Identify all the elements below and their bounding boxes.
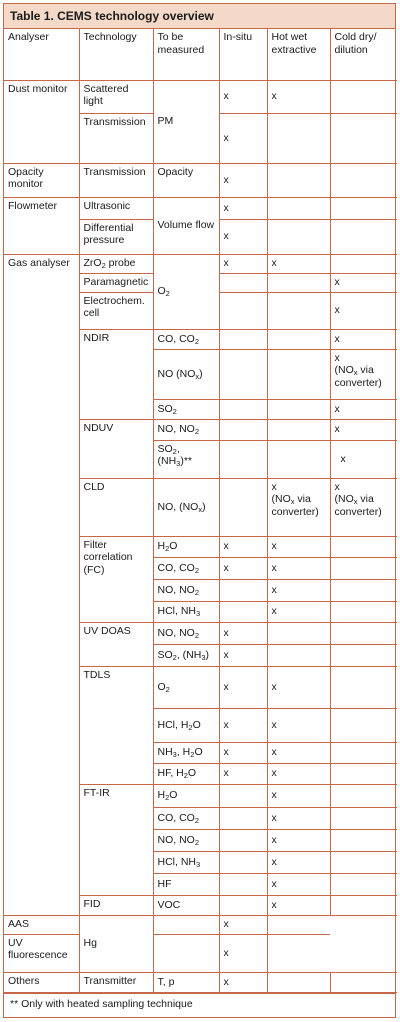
meas-opacity: Opacity bbox=[153, 163, 219, 197]
tech-cld: CLD bbox=[79, 478, 153, 536]
mark-x: x bbox=[267, 895, 330, 915]
mark-x: x bbox=[267, 742, 330, 763]
tech-ft-ir: FT-IR bbox=[79, 784, 153, 895]
tech-ndir: NDIR bbox=[79, 329, 153, 419]
table-row bbox=[4, 80, 397, 113]
mark-x: x bbox=[330, 419, 397, 440]
tech-uv-doas: UV DOAS bbox=[79, 622, 153, 666]
meas-o2: $O_2$ bbox=[153, 254, 219, 329]
header-insitu: In-situ bbox=[219, 29, 267, 80]
header-technology: Technology bbox=[79, 29, 153, 80]
header-row bbox=[4, 29, 397, 80]
meas-no-nox-cld: NO, $(NO_x)$ bbox=[153, 478, 219, 536]
mark-x: x bbox=[219, 163, 267, 197]
mark-x: x bbox=[267, 601, 330, 622]
meas-hf: HF bbox=[153, 873, 219, 895]
mark-x: x bbox=[267, 708, 330, 742]
group-flowmeter: Flowmeter bbox=[4, 197, 79, 254]
mark-x: x bbox=[219, 708, 267, 742]
mark-x: x bbox=[267, 579, 330, 601]
meas-voc: VOC bbox=[153, 895, 219, 915]
tech-tdls: TDLS bbox=[79, 666, 153, 784]
mark-x: x bbox=[219, 622, 267, 644]
meas-hf-h2o: HF, $H_2O$ bbox=[153, 763, 219, 784]
meas-t-p: T, p bbox=[153, 972, 219, 992]
table-row bbox=[4, 972, 397, 992]
header-analyser: Analyser bbox=[4, 29, 79, 80]
table-row bbox=[4, 915, 397, 934]
cold-dry-note: x ($NO_x$ via converter) bbox=[330, 349, 397, 399]
group-opacity: Opacity monitor bbox=[4, 163, 79, 197]
cems-table bbox=[4, 29, 397, 993]
mark-x: x bbox=[330, 440, 397, 478]
mark-x: x bbox=[330, 292, 397, 329]
mark-x: x bbox=[330, 329, 397, 349]
mark-x: x bbox=[219, 972, 267, 992]
tech-scattered: Scattered light bbox=[79, 80, 153, 113]
mark-x: x bbox=[219, 113, 267, 163]
meas-o2: $O_2$ bbox=[153, 666, 219, 708]
header-cold-dry: Cold dry/ dilution bbox=[330, 29, 397, 80]
mark-x: x bbox=[219, 742, 267, 763]
mark-x: x bbox=[267, 829, 330, 851]
group-dust: Dust monitor bbox=[4, 80, 79, 163]
meas-hcl-h2o: HCl, $H_2O$ bbox=[153, 708, 219, 742]
mark-x: x bbox=[219, 254, 267, 273]
meas-co-co2: CO, $CO_2$ bbox=[153, 557, 219, 579]
meas-hcl-nh3: HCl, $NH_3$ bbox=[153, 601, 219, 622]
tech-ultrasonic: Ultrasonic bbox=[79, 197, 153, 219]
meas-co-co2: CO, $CO_2$ bbox=[153, 329, 219, 349]
meas-hcl-nh3: HCl, $NH_3$ bbox=[153, 851, 219, 873]
tech-fid: FID bbox=[79, 895, 153, 915]
group-gas: Gas analyser bbox=[4, 254, 79, 915]
mark-x: x bbox=[219, 80, 267, 113]
meas-hg: Hg bbox=[79, 915, 153, 972]
mark-x: x bbox=[267, 536, 330, 557]
table-title: Table 1. CEMS technology overview bbox=[4, 4, 395, 29]
meas-h2o: $H_2O$ bbox=[153, 536, 219, 557]
group-others: Others bbox=[4, 972, 79, 992]
mark-x: x bbox=[267, 807, 330, 829]
meas-no-no2: NO, $NO_2$ bbox=[153, 829, 219, 851]
cems-table-container bbox=[3, 3, 396, 1018]
meas-no-nox: NO $(NO_x)$ bbox=[153, 349, 219, 399]
header-measured: To be measured bbox=[153, 29, 219, 80]
hot-wet-note: x ($NO_x$ via converter) bbox=[267, 478, 330, 536]
mark-x: x bbox=[219, 915, 267, 934]
mark-x: x bbox=[219, 934, 267, 972]
meas-no-no2: NO, $NO_2$ bbox=[153, 622, 219, 644]
meas-so2: $SO_2$ bbox=[153, 399, 219, 419]
tech-transmission-opacity: Transmission bbox=[79, 163, 153, 197]
tech-diff-pressure: Differential pressure bbox=[79, 219, 153, 254]
mark-x: x bbox=[219, 197, 267, 219]
table-row bbox=[4, 197, 397, 219]
meas-volume-flow: Volume flow bbox=[153, 197, 219, 254]
meas-pm: PM bbox=[153, 80, 219, 163]
meas-co-co2: CO, $CO_2$ bbox=[153, 807, 219, 829]
mark-x: x bbox=[219, 219, 267, 254]
table-row bbox=[4, 934, 397, 972]
mark-x: x bbox=[219, 644, 267, 666]
tech-filter-correlation: Filter correlation (FC) bbox=[79, 536, 153, 622]
meas-so2-nh3: $SO_2$, $(NH_3)**$ bbox=[153, 440, 219, 478]
mark-x: x bbox=[219, 763, 267, 784]
mark-x: x bbox=[267, 80, 330, 113]
tech-electrochem: Electrochem. cell bbox=[79, 292, 153, 329]
meas-no-no2: NO, $NO_2$ bbox=[153, 419, 219, 440]
mark-x: x bbox=[267, 851, 330, 873]
mark-x: x bbox=[267, 254, 330, 273]
table-row bbox=[4, 254, 397, 273]
cold-dry-note: x ($NO_x$ via converter) bbox=[330, 478, 397, 536]
mark-x: x bbox=[267, 557, 330, 579]
meas-no-no2: NO, $NO_2$ bbox=[153, 579, 219, 601]
mark-x: x bbox=[219, 557, 267, 579]
table-row bbox=[4, 163, 397, 197]
meas-so2-nh3: $SO_2$, $(NH_3)$ bbox=[153, 644, 219, 666]
tech-transmitter: Transmitter bbox=[79, 972, 153, 992]
mark-x: x bbox=[219, 666, 267, 708]
mark-x: x bbox=[267, 784, 330, 807]
meas-nh3-h2o: $NH_3$, $H_2O$ bbox=[153, 742, 219, 763]
mark-x: x bbox=[267, 666, 330, 708]
header-hot-wet: Hot wet extractive bbox=[267, 29, 330, 80]
mark-x: x bbox=[330, 399, 397, 419]
tech-transmission: Transmission bbox=[79, 113, 153, 163]
tech-uv-fluorescence: UV fluorescence bbox=[4, 934, 79, 972]
tech-aas: AAS bbox=[4, 915, 79, 934]
mark-x: x bbox=[219, 536, 267, 557]
footnote: ** Only with heated sampling technique bbox=[4, 993, 395, 1014]
mark-x: x bbox=[267, 873, 330, 895]
tech-paramagnetic: Paramagnetic bbox=[79, 273, 153, 292]
mark-x: x bbox=[330, 273, 397, 292]
meas-h2o: $H_2O$ bbox=[153, 784, 219, 807]
tech-zro2-probe: ZrO$_2$ probe bbox=[79, 254, 153, 273]
tech-nduv: NDUV bbox=[79, 419, 153, 478]
mark-x: x bbox=[267, 763, 330, 784]
